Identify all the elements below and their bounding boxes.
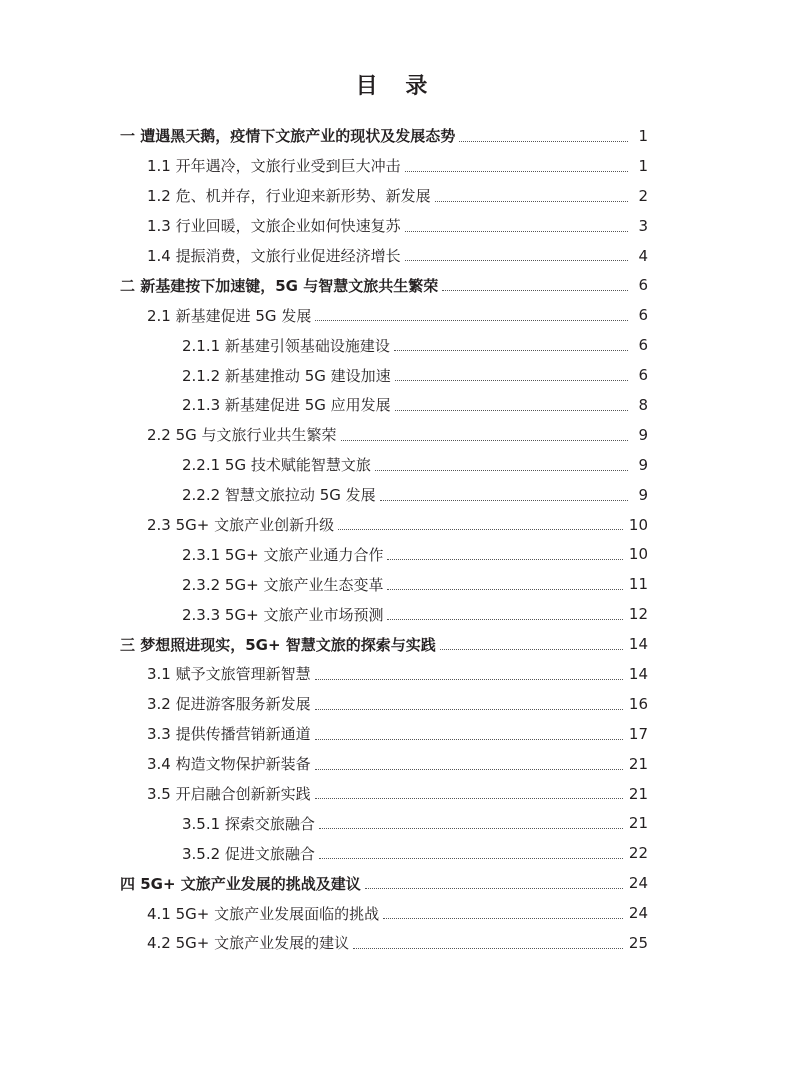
dot-leader	[387, 589, 622, 590]
toc-entry-label: 2.3.1 5G+ 文旅产业通力合作	[182, 545, 384, 564]
dot-leader	[395, 380, 628, 381]
table-of-contents	[0, 121, 793, 958]
toc-entry-label: 四 5G+ 文旅产业发展的挑战及建议	[120, 874, 361, 893]
toc-entry-label: 三 梦想照进现实，5G+ 智慧文旅的探索与实践	[120, 635, 436, 654]
dot-leader	[380, 500, 628, 501]
dot-leader	[315, 709, 623, 710]
toc-entry-page: 6	[638, 306, 648, 325]
toc-entry-label: 3.5.2 促进文旅融合	[182, 844, 315, 863]
toc-entry[interactable]	[0, 181, 793, 211]
dot-leader	[405, 171, 628, 172]
toc-entry-page: 16	[628, 694, 648, 713]
toc-entry[interactable]	[0, 420, 793, 450]
toc-entry-label: 3.3 提供传播营销新通道	[147, 725, 311, 744]
toc-entry[interactable]	[0, 211, 793, 241]
toc-entry-page: 6	[638, 366, 648, 385]
toc-entry-label: 2.1.2 新基建推动 5G 建设加速	[182, 366, 391, 385]
toc-entry[interactable]	[0, 659, 793, 689]
toc-entry[interactable]	[0, 629, 793, 659]
toc-entry-label: 2.2 5G 与文旅行业共生繁荣	[147, 426, 337, 445]
dot-leader	[440, 649, 623, 650]
toc-entry-page: 8	[638, 395, 648, 414]
page-title: 目 录	[355, 74, 438, 99]
dot-leader	[353, 948, 623, 949]
toc-entry[interactable]	[0, 838, 793, 868]
toc-entry-page: 4	[638, 246, 648, 265]
dot-leader	[387, 559, 622, 560]
toc-entry[interactable]	[0, 808, 793, 838]
dot-leader	[315, 769, 623, 770]
toc-entry-label: 2.2.1 5G 技术赋能智慧文旅	[182, 456, 371, 475]
dot-leader	[394, 350, 628, 351]
toc-entry-page: 1	[638, 156, 648, 175]
toc-entry-page: 10	[628, 515, 648, 534]
toc-entry[interactable]	[0, 868, 793, 898]
toc-entry-label: 3.2 促进游客服务新发展	[147, 695, 311, 714]
toc-entry-label: 4.2 5G+ 文旅产业发展的建议	[147, 934, 350, 953]
dot-leader	[387, 619, 622, 620]
toc-entry-label: 二 新基建按下加速键，5G 与智慧文旅共生繁荣	[120, 276, 439, 295]
toc-entry[interactable]	[0, 270, 793, 300]
dot-leader	[315, 320, 628, 321]
toc-entry[interactable]	[0, 360, 793, 390]
toc-entry-label: 2.1.1 新基建引领基础设施建设	[182, 336, 390, 355]
dot-leader	[405, 231, 628, 232]
dot-leader	[383, 918, 623, 919]
toc-entry-label: 2.1.3 新基建促进 5G 应用发展	[182, 396, 391, 415]
toc-entry-page: 10	[628, 545, 648, 564]
toc-entry[interactable]	[0, 749, 793, 779]
dot-leader	[341, 440, 628, 441]
toc-entry[interactable]	[0, 390, 793, 420]
toc-entry-label: 2.3 5G+ 文旅产业创新升级	[147, 516, 335, 535]
toc-entry-label: 2.3.2 5G+ 文旅产业生态变革	[182, 575, 384, 594]
toc-entry[interactable]	[0, 898, 793, 928]
toc-entry-page: 24	[628, 904, 648, 923]
toc-entry-page: 9	[638, 455, 648, 474]
toc-entry[interactable]	[0, 330, 793, 360]
toc-entry[interactable]	[0, 241, 793, 271]
dot-leader	[459, 141, 628, 142]
dot-leader	[319, 858, 623, 859]
toc-entry[interactable]	[0, 599, 793, 629]
toc-entry-page: 3	[638, 216, 648, 235]
toc-entry-page: 22	[628, 844, 648, 863]
toc-entry-page: 9	[638, 485, 648, 504]
dot-leader	[315, 798, 623, 799]
toc-entry-label: 3.4 构造文物保护新装备	[147, 755, 311, 774]
toc-entry[interactable]	[0, 779, 793, 809]
dot-leader	[315, 739, 623, 740]
toc-entry[interactable]	[0, 719, 793, 749]
dot-leader	[338, 529, 623, 530]
toc-entry-label: 2.2.2 智慧文旅拉动 5G 发展	[182, 486, 376, 505]
toc-entry-page: 14	[628, 664, 648, 683]
toc-entry-page: 2	[638, 186, 648, 205]
toc-entry-label: 2.3.3 5G+ 文旅产业市场预测	[182, 605, 384, 624]
dot-leader	[442, 290, 628, 291]
toc-entry-label: 1.3 行业回暖，文旅企业如何快速复苏	[147, 217, 401, 236]
toc-entry-page: 6	[638, 276, 648, 295]
toc-entry[interactable]	[0, 510, 793, 540]
toc-entry-label: 3.1 赋予文旅管理新智慧	[147, 665, 311, 684]
toc-entry-label: 一 遭遇黑天鹅，疫情下文旅产业的现状及发展态势	[120, 127, 456, 146]
dot-leader	[405, 260, 628, 261]
toc-entry-page: 25	[628, 933, 648, 952]
toc-entry-label: 4.1 5G+ 文旅产业发展面临的挑战	[147, 904, 380, 923]
toc-entry-page: 21	[628, 784, 648, 803]
toc-entry[interactable]	[0, 539, 793, 569]
toc-entry-page: 21	[628, 814, 648, 833]
toc-entry-page: 9	[638, 425, 648, 444]
toc-entry-label: 3.5.1 探索交旅融合	[182, 814, 315, 833]
toc-entry-page: 24	[628, 874, 648, 893]
toc-entry[interactable]	[0, 300, 793, 330]
toc-entry-label: 3.5 开启融合创新新实践	[147, 785, 311, 804]
toc-entry[interactable]	[0, 689, 793, 719]
toc-entry-label: 2.1 新基建促进 5G 发展	[147, 306, 312, 325]
dot-leader	[315, 679, 623, 680]
toc-entry[interactable]	[0, 928, 793, 958]
dot-leader	[435, 201, 628, 202]
toc-entry[interactable]	[0, 121, 793, 151]
toc-entry-page: 11	[628, 575, 648, 594]
dot-leader	[375, 470, 628, 471]
toc-entry-label: 1.1 开年遇冷，文旅行业受到巨大冲击	[147, 157, 401, 176]
toc-entry-page: 1	[638, 126, 648, 145]
toc-entry-label: 1.4 提振消费，文旅行业促进经济增长	[147, 247, 401, 265]
toc-entry-label: 1.2 危、机并存，行业迎来新形势、新发展	[147, 187, 431, 206]
toc-entry-page: 17	[628, 724, 648, 743]
toc-entry-page: 12	[628, 605, 648, 624]
toc-entry[interactable]	[0, 450, 793, 480]
toc-entry-page: 21	[628, 754, 648, 773]
toc-entry-page: 14	[628, 635, 648, 654]
toc-entry[interactable]	[0, 569, 793, 599]
toc-entry[interactable]	[0, 151, 793, 181]
dot-leader	[365, 888, 623, 889]
toc-entry[interactable]	[0, 480, 793, 510]
toc-entry-page: 6	[638, 336, 648, 355]
dot-leader	[319, 828, 623, 829]
dot-leader	[395, 410, 628, 411]
